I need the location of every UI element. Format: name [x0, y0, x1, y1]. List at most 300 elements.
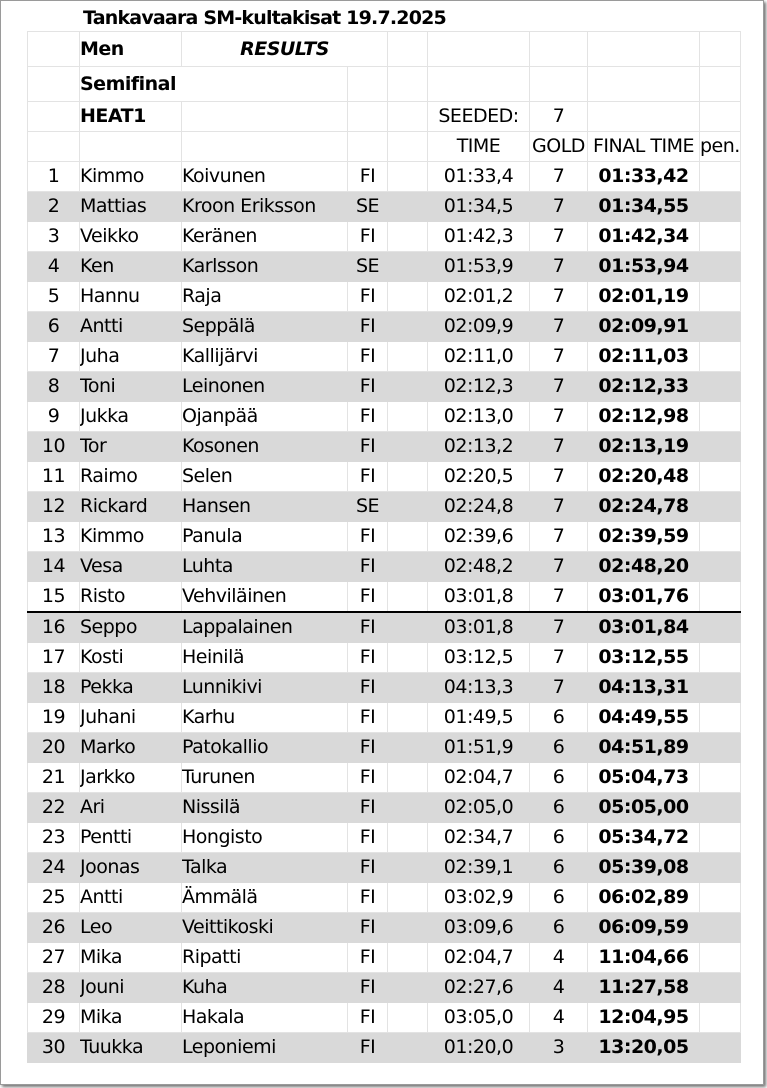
pen-cell — [700, 582, 741, 613]
pen-cell — [700, 312, 741, 342]
rank-cell: 13 — [28, 522, 80, 552]
gold-cell: 4 — [530, 1003, 588, 1033]
last-name-cell: Hansen — [182, 492, 348, 522]
empty-cell — [388, 582, 428, 613]
pen-cell — [700, 943, 741, 973]
country-cell: FI — [348, 462, 388, 492]
gold-cell: 7 — [530, 162, 588, 192]
empty-cell — [388, 372, 428, 402]
gold-cell: 7 — [530, 312, 588, 342]
empty-cell — [388, 763, 428, 793]
table-row — [28, 943, 741, 973]
last-name-cell: Talka — [182, 853, 348, 883]
rank-cell: 21 — [28, 763, 80, 793]
empty-cell — [388, 1003, 428, 1033]
table-row — [28, 612, 741, 643]
rank-cell: 18 — [28, 673, 80, 703]
table-row — [28, 402, 741, 432]
first-name-cell: Leo — [80, 913, 182, 943]
gold-cell: 6 — [530, 823, 588, 853]
gold-cell: 7 — [530, 673, 588, 703]
empty-cell — [388, 733, 428, 763]
empty-cell — [388, 703, 428, 733]
gold-cell: 6 — [530, 883, 588, 913]
time-cell: 02:09,9 — [428, 312, 530, 342]
pen-cell — [700, 342, 741, 372]
final-time-cell: 02:11,03 — [588, 342, 700, 372]
last-name-cell: Patokallio — [182, 733, 348, 763]
table-row — [28, 162, 741, 192]
pen-cell — [700, 913, 741, 943]
final-time-cell: 05:05,00 — [588, 793, 700, 823]
final-time-cell: 02:09,91 — [588, 312, 700, 342]
round-label: Semifinal — [80, 67, 348, 102]
table-row — [28, 763, 741, 793]
rank-cell: 1 — [28, 162, 80, 192]
rank-cell: 24 — [28, 853, 80, 883]
first-name-cell: Joonas — [80, 853, 182, 883]
final-time-cell: 03:01,84 — [588, 612, 700, 643]
last-name-cell: Lappalainen — [182, 612, 348, 643]
final-time-cell: 02:20,48 — [588, 462, 700, 492]
rank-cell: 16 — [28, 612, 80, 643]
gold-cell: 7 — [530, 222, 588, 252]
column-header-time: TIME — [428, 132, 530, 162]
empty-cell — [388, 552, 428, 582]
gold-cell: 7 — [530, 282, 588, 312]
final-time-cell: 01:33,42 — [588, 162, 700, 192]
rank-cell: 5 — [28, 282, 80, 312]
pen-cell — [700, 703, 741, 733]
country-cell: FI — [348, 913, 388, 943]
page-title: Tankavaara SM-kultakisat 19.7.2025 — [83, 7, 446, 29]
rank-cell: 30 — [28, 1033, 80, 1063]
rank-cell: 17 — [28, 643, 80, 673]
country-cell: FI — [348, 883, 388, 913]
final-time-cell: 11:27,58 — [588, 973, 700, 1003]
last-name-cell: Veittikoski — [182, 913, 348, 943]
pen-cell — [700, 643, 741, 673]
final-time-cell: 12:04,95 — [588, 1003, 700, 1033]
pen-cell — [700, 1033, 741, 1063]
empty-cell — [388, 492, 428, 522]
country-cell: FI — [348, 1003, 388, 1033]
last-name-cell: Nissilä — [182, 793, 348, 823]
header-row-heat — [28, 102, 741, 132]
pen-cell — [700, 883, 741, 913]
rank-cell: 20 — [28, 733, 80, 763]
table-row — [28, 973, 741, 1003]
final-time-cell: 03:12,55 — [588, 643, 700, 673]
column-header-row — [28, 132, 741, 162]
empty-cell — [388, 522, 428, 552]
table-row — [28, 312, 741, 342]
last-name-cell: Koivunen — [182, 162, 348, 192]
pen-cell — [700, 162, 741, 192]
time-cell: 02:12,3 — [428, 372, 530, 402]
rank-cell: 3 — [28, 222, 80, 252]
empty-cell — [388, 853, 428, 883]
time-cell: 02:27,6 — [428, 973, 530, 1003]
country-cell: FI — [348, 342, 388, 372]
empty-cell — [388, 673, 428, 703]
final-time-cell: 11:04,66 — [588, 943, 700, 973]
last-name-cell: Ojanpää — [182, 402, 348, 432]
gold-cell: 4 — [530, 943, 588, 973]
pen-cell — [700, 552, 741, 582]
pen-cell — [700, 733, 741, 763]
country-cell: FI — [348, 853, 388, 883]
time-cell: 02:48,2 — [428, 552, 530, 582]
first-name-cell: Mattias — [80, 192, 182, 222]
rank-cell: 10 — [28, 432, 80, 462]
pen-cell — [700, 462, 741, 492]
time-cell: 01:49,5 — [428, 703, 530, 733]
pen-cell — [700, 612, 741, 643]
gold-cell: 7 — [530, 192, 588, 222]
gold-cell: 6 — [530, 853, 588, 883]
pen-cell — [700, 492, 741, 522]
gold-cell: 4 — [530, 973, 588, 1003]
final-time-cell: 05:34,72 — [588, 823, 700, 853]
table-row — [28, 673, 741, 703]
country-cell: FI — [348, 733, 388, 763]
table-row — [28, 552, 741, 582]
column-header-pen: pen. — [700, 132, 741, 162]
final-time-cell: 02:12,98 — [588, 402, 700, 432]
first-name-cell: Juha — [80, 342, 182, 372]
pen-cell — [700, 522, 741, 552]
table-row — [28, 252, 741, 282]
last-name-cell: Heinilä — [182, 643, 348, 673]
empty-cell — [388, 1033, 428, 1063]
table-row — [28, 492, 741, 522]
last-name-cell: Kallijärvi — [182, 342, 348, 372]
last-name-cell: Keränen — [182, 222, 348, 252]
pen-cell — [700, 372, 741, 402]
country-cell: FI — [348, 823, 388, 853]
table-row — [28, 282, 741, 312]
time-cell: 02:13,0 — [428, 402, 530, 432]
table-row — [28, 883, 741, 913]
first-name-cell: Jarkko — [80, 763, 182, 793]
time-cell: 02:39,1 — [428, 853, 530, 883]
last-name-cell: Leponiemi — [182, 1033, 348, 1063]
last-name-cell: Luhta — [182, 552, 348, 582]
first-name-cell: Hannu — [80, 282, 182, 312]
time-cell: 01:53,9 — [428, 252, 530, 282]
gold-cell: 6 — [530, 763, 588, 793]
country-cell: SE — [348, 252, 388, 282]
gold-cell: 7 — [530, 432, 588, 462]
heat-label: HEAT1 — [80, 102, 182, 132]
first-name-cell: Ken — [80, 252, 182, 282]
final-time-cell: 05:39,08 — [588, 853, 700, 883]
pen-cell — [700, 973, 741, 1003]
final-time-cell: 04:51,89 — [588, 733, 700, 763]
empty-cell — [388, 943, 428, 973]
table-row — [28, 643, 741, 673]
pen-cell — [700, 793, 741, 823]
first-name-cell: Kimmo — [80, 522, 182, 552]
country-cell: FI — [348, 612, 388, 643]
gold-cell: 7 — [530, 252, 588, 282]
country-cell: FI — [348, 312, 388, 342]
last-name-cell: Lunnikivi — [182, 673, 348, 703]
last-name-cell: Kuha — [182, 973, 348, 1003]
country-cell: FI — [348, 943, 388, 973]
final-time-cell: 02:39,59 — [588, 522, 700, 552]
first-name-cell: Ari — [80, 793, 182, 823]
time-cell: 02:04,7 — [428, 763, 530, 793]
final-time-cell: 06:09,59 — [588, 913, 700, 943]
first-name-cell: Pekka — [80, 673, 182, 703]
gold-cell: 6 — [530, 703, 588, 733]
first-name-cell: Antti — [80, 312, 182, 342]
final-time-cell: 02:48,20 — [588, 552, 700, 582]
time-cell: 02:11,0 — [428, 342, 530, 372]
last-name-cell: Hakala — [182, 1003, 348, 1033]
gold-cell: 7 — [530, 643, 588, 673]
final-time-cell: 02:12,33 — [588, 372, 700, 402]
last-name-cell: Panula — [182, 522, 348, 552]
rank-cell: 29 — [28, 1003, 80, 1033]
first-name-cell: Risto — [80, 582, 182, 613]
last-name-cell: Ripatti — [182, 943, 348, 973]
final-time-cell: 01:53,94 — [588, 252, 700, 282]
first-name-cell: Tor — [80, 432, 182, 462]
table-row — [28, 192, 741, 222]
country-cell: SE — [348, 492, 388, 522]
header-row-round — [28, 67, 741, 102]
empty-cell — [388, 402, 428, 432]
table-row — [28, 342, 741, 372]
final-time-cell: 13:20,05 — [588, 1033, 700, 1063]
country-cell: FI — [348, 643, 388, 673]
last-name-cell: Kosonen — [182, 432, 348, 462]
empty-cell — [388, 162, 428, 192]
first-name-cell: Kimmo — [80, 162, 182, 192]
rank-cell: 22 — [28, 793, 80, 823]
first-name-cell: Kosti — [80, 643, 182, 673]
rank-cell: 15 — [28, 582, 80, 613]
last-name-cell: Karhu — [182, 703, 348, 733]
country-cell: FI — [348, 432, 388, 462]
country-cell: FI — [348, 763, 388, 793]
gold-cell: 7 — [530, 612, 588, 643]
table-row — [28, 823, 741, 853]
rank-cell: 7 — [28, 342, 80, 372]
first-name-cell: Veikko — [80, 222, 182, 252]
last-name-cell: Leinonen — [182, 372, 348, 402]
first-name-cell: Vesa — [80, 552, 182, 582]
gold-cell: 6 — [530, 913, 588, 943]
final-time-cell: 06:02,89 — [588, 883, 700, 913]
rank-cell: 6 — [28, 312, 80, 342]
table-row — [28, 793, 741, 823]
table-row — [28, 432, 741, 462]
rank-cell: 28 — [28, 973, 80, 1003]
empty-cell — [388, 312, 428, 342]
last-name-cell: Turunen — [182, 763, 348, 793]
seeded-label: SEEDED: — [428, 102, 530, 132]
time-cell: 02:04,7 — [428, 943, 530, 973]
time-cell: 01:34,5 — [428, 192, 530, 222]
first-name-cell: Jouni — [80, 973, 182, 1003]
last-name-cell: Hongisto — [182, 823, 348, 853]
rank-cell: 27 — [28, 943, 80, 973]
rank-cell: 12 — [28, 492, 80, 522]
time-cell: 02:34,7 — [428, 823, 530, 853]
final-time-cell: 02:24,78 — [588, 492, 700, 522]
gold-cell: 7 — [530, 462, 588, 492]
empty-cell — [388, 282, 428, 312]
rank-cell: 2 — [28, 192, 80, 222]
header-row-category — [28, 32, 741, 67]
empty-cell — [388, 222, 428, 252]
time-cell: 03:01,8 — [428, 612, 530, 643]
pen-cell — [700, 222, 741, 252]
final-time-cell: 05:04,73 — [588, 763, 700, 793]
rank-cell: 25 — [28, 883, 80, 913]
country-cell: FI — [348, 793, 388, 823]
gold-cell: 3 — [530, 1033, 588, 1063]
time-cell: 01:42,3 — [428, 222, 530, 252]
gold-cell: 6 — [530, 793, 588, 823]
rank-cell: 14 — [28, 552, 80, 582]
pen-cell — [700, 282, 741, 312]
empty-cell — [388, 342, 428, 372]
pen-cell — [700, 1003, 741, 1033]
empty-cell — [388, 913, 428, 943]
country-cell: FI — [348, 522, 388, 552]
empty-cell — [388, 883, 428, 913]
empty-cell — [388, 192, 428, 222]
table-row — [28, 913, 741, 943]
time-cell: 02:13,2 — [428, 432, 530, 462]
rank-cell: 9 — [28, 402, 80, 432]
time-cell: 03:12,5 — [428, 643, 530, 673]
first-name-cell: Pentti — [80, 823, 182, 853]
rank-cell: 26 — [28, 913, 80, 943]
time-cell: 03:01,8 — [428, 582, 530, 613]
time-cell: 02:05,0 — [428, 793, 530, 823]
time-cell: 01:51,9 — [428, 733, 530, 763]
table-row — [28, 1003, 741, 1033]
first-name-cell: Raimo — [80, 462, 182, 492]
final-time-cell: 03:01,76 — [588, 582, 700, 613]
country-cell: FI — [348, 582, 388, 613]
empty-cell — [388, 973, 428, 1003]
time-cell: 01:20,0 — [428, 1033, 530, 1063]
category-label: Men — [80, 32, 182, 67]
country-cell: FI — [348, 1033, 388, 1063]
gold-cell: 7 — [530, 342, 588, 372]
table-row — [28, 462, 741, 492]
table-row — [28, 703, 741, 733]
country-cell: FI — [348, 402, 388, 432]
rank-cell: 23 — [28, 823, 80, 853]
pen-cell — [700, 402, 741, 432]
seeded-value: 7 — [530, 102, 588, 132]
empty-cell — [388, 823, 428, 853]
gold-cell: 7 — [530, 372, 588, 402]
final-time-cell: 04:49,55 — [588, 703, 700, 733]
gold-cell: 6 — [530, 733, 588, 763]
first-name-cell: Toni — [80, 372, 182, 402]
last-name-cell: Raja — [182, 282, 348, 312]
country-cell: FI — [348, 282, 388, 312]
country-cell: FI — [348, 222, 388, 252]
rank-cell: 8 — [28, 372, 80, 402]
country-cell: FI — [348, 162, 388, 192]
final-time-cell: 04:13,31 — [588, 673, 700, 703]
first-name-cell: Marko — [80, 733, 182, 763]
first-name-cell: Tuukka — [80, 1033, 182, 1063]
pen-cell — [700, 432, 741, 462]
empty-cell — [388, 252, 428, 282]
last-name-cell: Vehviläinen — [182, 582, 348, 613]
empty-cell — [388, 793, 428, 823]
gold-cell: 7 — [530, 402, 588, 432]
results-label: RESULTS — [182, 32, 388, 67]
pen-cell — [700, 673, 741, 703]
time-cell: 03:09,6 — [428, 913, 530, 943]
gold-cell: 7 — [530, 552, 588, 582]
last-name-cell: Selen — [182, 462, 348, 492]
gold-cell: 7 — [530, 582, 588, 613]
final-time-cell: 01:42,34 — [588, 222, 700, 252]
empty-cell — [388, 432, 428, 462]
time-cell: 03:05,0 — [428, 1003, 530, 1033]
results-table — [27, 31, 741, 1063]
pen-cell — [700, 252, 741, 282]
last-name-cell: Ämmälä — [182, 883, 348, 913]
first-name-cell: Seppo — [80, 612, 182, 643]
empty-cell — [388, 612, 428, 643]
time-cell: 04:13,3 — [428, 673, 530, 703]
rank-cell: 4 — [28, 252, 80, 282]
table-row — [28, 222, 741, 252]
pen-cell — [700, 192, 741, 222]
rank-cell: 19 — [28, 703, 80, 733]
table-row — [28, 853, 741, 883]
rank-cell: 11 — [28, 462, 80, 492]
table-row — [28, 522, 741, 552]
column-header-final-time: FINAL TIME — [588, 132, 700, 162]
table-row — [28, 582, 741, 613]
final-time-cell: 02:13,19 — [588, 432, 700, 462]
pen-cell — [700, 763, 741, 793]
first-name-cell: Mika — [80, 1003, 182, 1033]
country-cell: FI — [348, 372, 388, 402]
column-header-gold: GOLD — [530, 132, 588, 162]
country-cell: FI — [348, 703, 388, 733]
last-name-cell: Seppälä — [182, 312, 348, 342]
time-cell: 03:02,9 — [428, 883, 530, 913]
first-name-cell: Mika — [80, 943, 182, 973]
pen-cell — [700, 823, 741, 853]
country-cell: FI — [348, 673, 388, 703]
time-cell: 01:33,4 — [428, 162, 530, 192]
time-cell: 02:20,5 — [428, 462, 530, 492]
table-row — [28, 372, 741, 402]
last-name-cell: Kroon Eriksson — [182, 192, 348, 222]
final-time-cell: 01:34,55 — [588, 192, 700, 222]
last-name-cell: Karlsson — [182, 252, 348, 282]
country-cell: FI — [348, 552, 388, 582]
country-cell: SE — [348, 192, 388, 222]
